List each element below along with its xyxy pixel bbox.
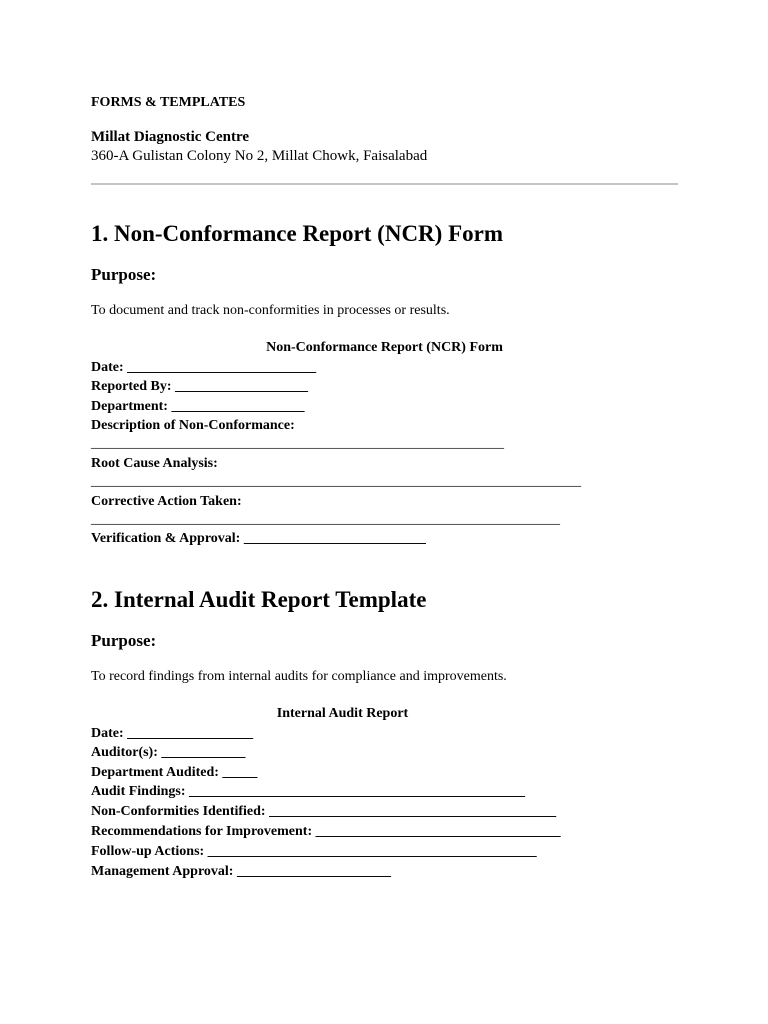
document-label: FORMS & TEMPLATES [91,95,246,110]
audit-recommendations-field: Recommendations for Improvement: ___________________________________ [91,824,561,839]
audit-date-field: Date: __________________ [91,726,254,741]
ncr-department-field: Department: ___________________ [91,399,305,414]
ncr-form-title: Non-Conformance Report (NCR) Form [266,340,503,355]
ncr-corrective-line: ___________________________________________________________________ [91,512,560,527]
org-name: Millat Diagnostic Centre [91,129,250,145]
org-address: 360-A Gulistan Colony No 2, Millat Chowk, Faisalabad [91,148,428,164]
section1-heading: 1. Non-Conformance Report (NCR) Form [91,221,503,246]
audit-department-field: Department Audited: _____ [91,765,258,780]
audit-form-title: Internal Audit Report [276,706,409,721]
audit-findings-field: Audit Findings: ________________________________________________ [91,784,526,799]
ncr-date-field: Date: ___________________________ [91,360,317,375]
section2-heading: 2. Internal Audit Report Template [91,587,427,612]
audit-non-conformities-field: Non-Conformities Identified: _________________________________________ [91,804,557,819]
ncr-corrective-label: Corrective Action Taken: [91,494,242,509]
ncr-reported-by-field: Reported By: ___________________ [91,379,308,394]
audit-management-approval-field: Management Approval: ______________________ [91,864,391,879]
ncr-root-cause-label: Root Cause Analysis: [91,456,218,471]
ncr-verification-field: Verification & Approval: __________________________ [91,531,426,546]
ncr-root-cause-line: ______________________________________________________________________ [91,474,581,489]
audit-follow-up-field: Follow-up Actions: _______________________________________________ [91,844,537,859]
ncr-description-line: ___________________________________________________________ [91,436,504,451]
section2-purpose-label: Purpose: [91,631,157,650]
ncr-description-label: Description of Non-Conformance: [91,418,295,433]
header-divider [91,183,678,185]
audit-auditors-field: Auditor(s): ____________ [91,745,246,760]
section1-purpose-text: To document and track non-conformities in processes or results. [91,303,450,318]
section1-purpose-label: Purpose: [91,265,157,284]
section2-purpose-text: To record findings from internal audits for compliance and improvements. [91,669,507,684]
